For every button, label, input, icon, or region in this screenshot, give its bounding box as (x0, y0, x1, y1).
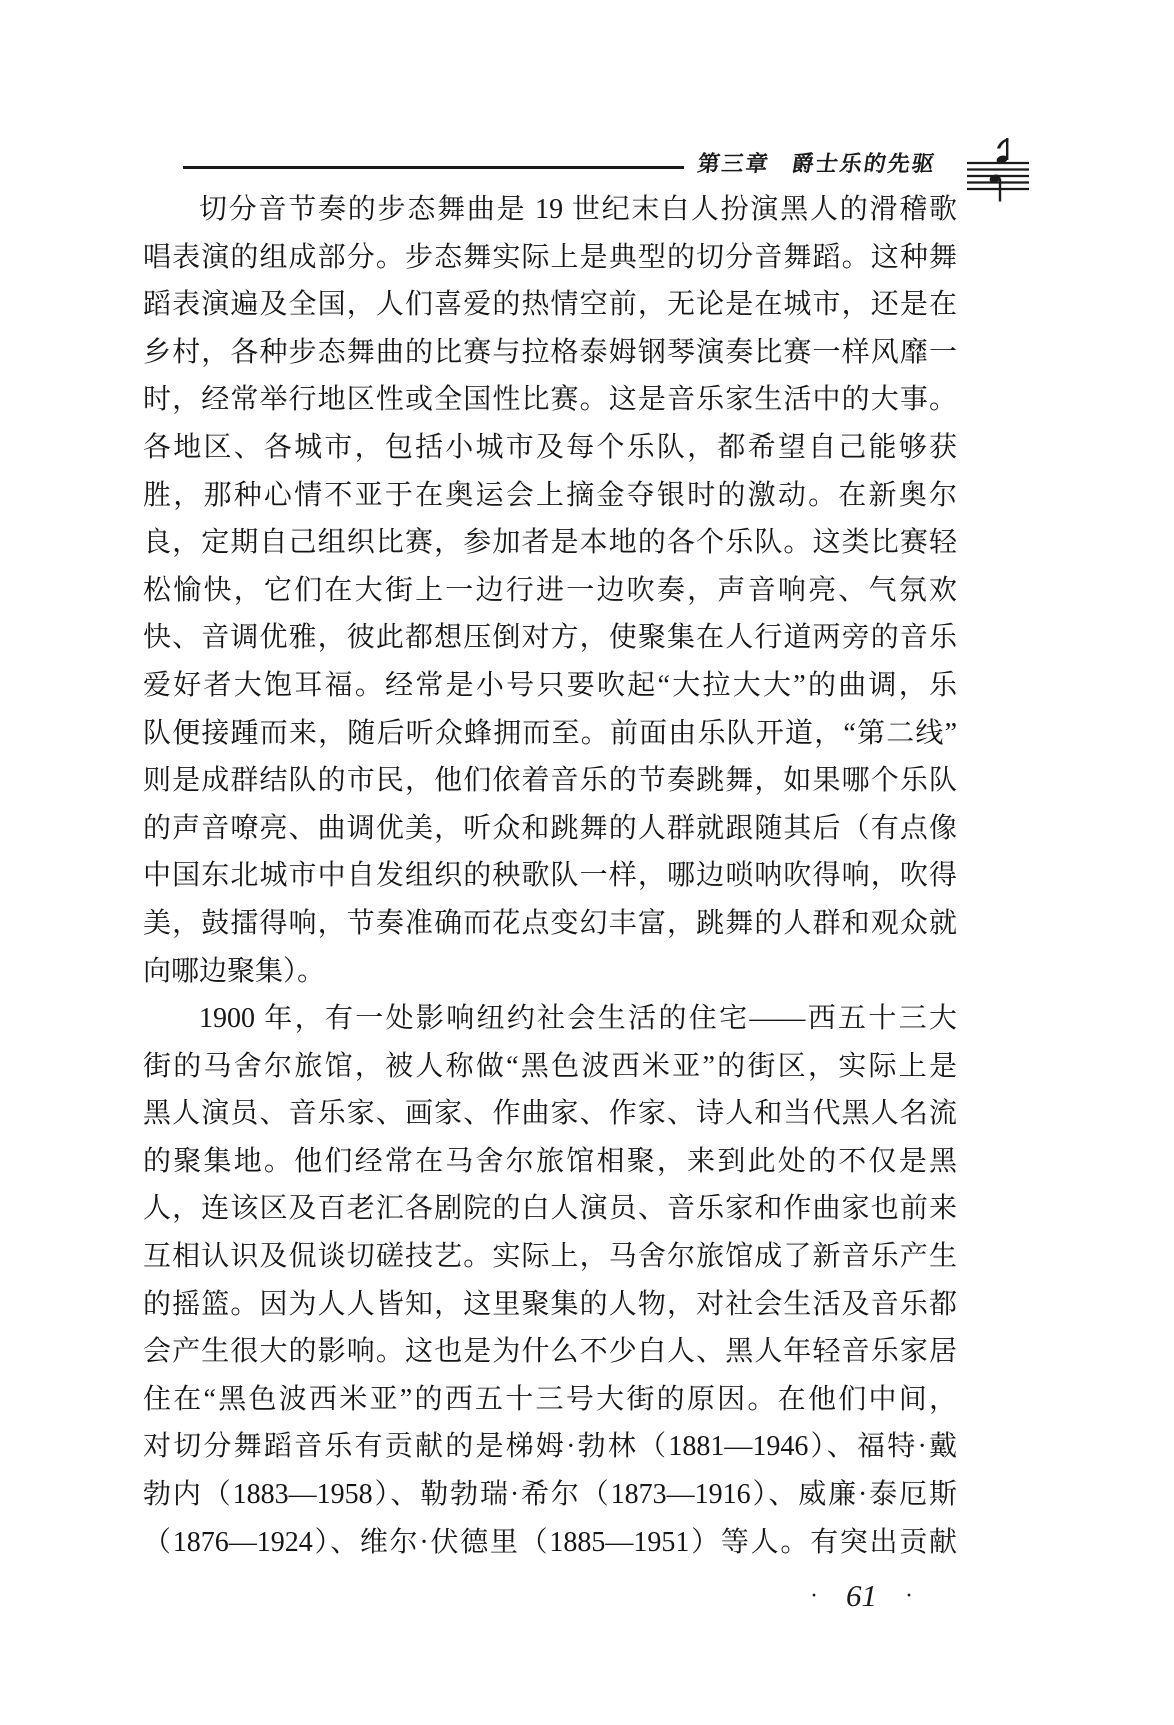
text-line: 各地区、各城市，包括小城市及每个乐队，都希望自己能够获 (143, 431, 957, 463)
text-line: 勃内（1883—1958）、勒勃瑞·希尔（1873—1916）、威廉·泰厄斯 (143, 1479, 957, 1511)
paragraph-2 (143, 995, 957, 1566)
paragraph-1 (143, 186, 957, 995)
text-line: 街的马舍尔旅馆，被人称做“黑色波西米亚”的街区，实际上是 (143, 1050, 957, 1082)
text-line: 会产生很大的影响。这也是为什么不少白人、黑人年轻音乐家居 (143, 1336, 957, 1368)
text-line: 乡村，各种步态舞曲的比赛与拉格泰姆钢琴演奏比赛一样风靡一 (143, 336, 957, 368)
text-line: 蹈表演遍及全国，人们喜爱的热情空前，无论是在城市，还是在 (143, 289, 957, 321)
text-line: 的聚集地。他们经常在马舍尔旅馆相聚，来到此处的不仅是黑 (143, 1145, 957, 1177)
text-line: （1876—1924）、维尔·伏德里（1885—1951）等人。有突出贡献 (143, 1526, 957, 1558)
text-line: 快、音调优雅，彼此都想压倒对方，使聚集在人行道两旁的音乐 (143, 622, 957, 654)
text-line: 中国东北城市中自发组织的秧歌队一样，哪边唢呐吹得响，吹得 (143, 860, 957, 892)
text-line: 1900 年，有一处影响纽约社会生活的住宅——西五十三大 (199, 1003, 957, 1035)
chapter-label: 第三章 (696, 151, 772, 176)
text-line: 的摇篮。因为人人皆知，这里聚集的人物，对社会生活及音乐都 (143, 1288, 957, 1320)
chapter-heading (696, 147, 938, 178)
text-line: 互相认识及侃谈切磋技艺。实际上，马舍尔旅馆成了新音乐产生 (143, 1241, 957, 1273)
page-number-right-dot: · (905, 1582, 913, 1609)
text-line: 住在“黑色波西米亚”的西五十三号大街的原因。在他们中间， (143, 1383, 957, 1415)
text-line: 对切分舞蹈音乐有贡献的是梯姆·勃林（1881—1946）、福特·戴 (143, 1431, 957, 1463)
text-line: 队便接踵而来，随后听众蜂拥而至。前面由乐队开道，“第二线” (143, 717, 957, 749)
body-text (143, 186, 957, 1566)
text-line: 切分音节奏的步态舞曲是 19 世纪末白人扮演黑人的滑稽歌 (199, 194, 957, 225)
page-number-value: 61 (846, 1578, 877, 1613)
music-staff-icon (964, 134, 1032, 204)
text-line: 黑人演员、音乐家、画家、作曲家、作家、诗人和当代黑人名流 (143, 1098, 957, 1130)
text-line: 良，定期自己组织比赛，参加者是本地的各个乐队。这类比赛轻 (143, 527, 957, 559)
header-rule (183, 166, 684, 169)
text-line: 胜，那种心情不亚于在奥运会上摘金夺银时的激动。在新奥尔 (143, 479, 957, 511)
text-line: 则是成群结队的市民，他们依着音乐的节奏跳舞，如果哪个乐队 (143, 765, 957, 797)
chapter-title: 爵士乐的先驱 (790, 151, 938, 176)
text-line: 松愉快，它们在大街上一边行进一边吹奏，声音响亮、气氛欢 (143, 574, 957, 606)
page-number (810, 1578, 913, 1614)
text-line: 的声音嘹亮、曲调优美，听众和跳舞的人群就跟随其后（有点像 (143, 812, 957, 844)
text-line: 向哪边聚集）。 (143, 955, 326, 987)
text-line: 爱好者大饱耳福。经常是小号只要吹起“大拉大大”的曲调，乐 (143, 669, 957, 701)
text-line: 人，连该区及百老汇各剧院的白人演员、音乐家和作曲家也前来 (143, 1193, 957, 1225)
text-line: 美，鼓擂得响，节奏准确而花点变幻丰富，跳舞的人群和观众就 (143, 907, 957, 939)
text-line: 唱表演的组成部分。步态舞实际上是典型的切分音舞蹈。这种舞 (143, 241, 957, 273)
page-number-left-dot: · (810, 1582, 818, 1609)
text-line: 时，经常举行地区性或全国性比赛。这是音乐家生活中的大事。 (143, 384, 957, 416)
